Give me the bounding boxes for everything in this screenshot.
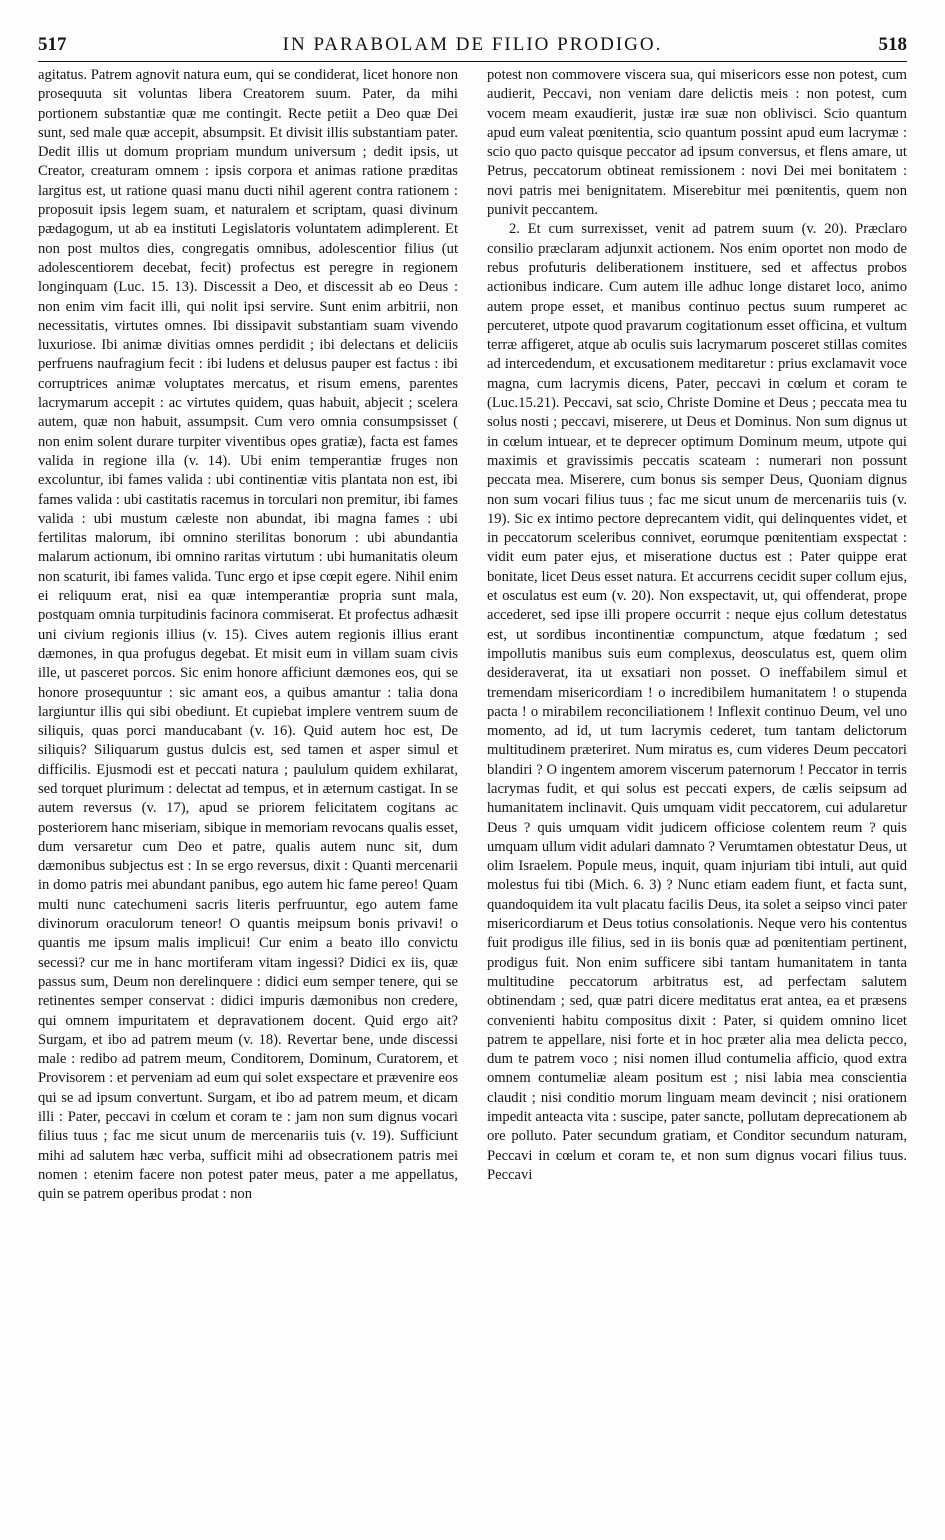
left-column [38, 66, 458, 1528]
paragraph: agitatus. Patrem agnovit natura eum, qui se condiderat, licet honore non prosequuta sit voluntas libera Creatorem suum. Pater, da mihi portionem substantiæ quæ me contingit. Recte petiit a Deo quæ Dei sunt, sed male quæ accepit, absumpsit. Et divisit illis substantiam pater. Dedit illis ut domum propriam mundum universum ; dedit ipsis, ut Creator, creaturam omnem : ipsis corpora et animas ratione præditas largitus est, ut ratione quasi manu ducti nihil agerent contra rationem : proposuit ipsis legem suam, et naturalem et scriptam, quasi divinum pædagogum, ut ab ea instituti Legislatoris voluntatem adimplerent. Et non post multos dies, congregatis omnibus, adolescentior filius (ut adolescentiorem decebat, fecit) profectus est peregre in regionem longinquam (Luc. 15. 13). Discessit a Deo, et discessit ab eo Deus : non enim vim facit illi, qui nolit ipsi servire. Sunt enim arbitrii, non necessitatis, virtutes omnes. Ibi dissipavit substantiam suam vivendo luxuriose. Ibi animæ divitias omnes perdidit ; ibi delectans et deliciis perfruens naufragium fecit : ibi ludens et delusus pauper est factus : ibi corruptrices animæ voluptates mercatus, et risum emens, parentes lacrymarum accepit : ac virtutes quidem, quas habuit, abjecit ; scelera autem, quæ non habuit, assumpsit. Cum vero omnia consumpsisset ( non enim solent durare turpiter viventibus opes gratiæ), facta est fames valida in regione illa (v. 14). Ubi enim temperantiæ fruges non excoluntur, ibi fames valida : ubi continentiæ vitis plantata non est, ibi fames valida : ubi castitatis racemus in torculari non premitur, ibi fames valida : ubi mustum cæleste non abundat, ibi magna fames : ubi fertilitas malorum, ibi omnino sterilitas bonorum : ubi abundantia malarum actionum, ibi omnino raritas virtutum : ubi humanitatis oleum non scaturit, ibi fames valida. Tunc ergo et ipse cœpit egere. Nihil enim ei reliquum erat, nisi ea quæ intemperantiæ propria sunt mala, postquam omnia turpitudinis facinora commiserat. Et profectus adhæsit uni civium regionis illius (v. 15). Cives autem regionis illius erant dæmones, in qua profugus degebat. Et misit eum in villam suam civis ille, ut pasceret porcos. Sic enim honore afficiunt dæmones eos, qui se honore prosequuntur : sic amant eos, a quibus amantur : talia dona largiuntur illis qui sibi obediunt. Et cupiebat implere ventrem suum de siliquis, quas porci manducabant (v. 16). Quid autem hoc est, De siliquis? Siliquarum gustus dulcis est, sed tamen et asper simul et difficilis. Ejusmodi est et peccati natura ; paululum quidem exhilarat, sed torquet plurimum : delectat ad tempus, et in æternum castigat. In se autem reversus (v. 17), apud se priorem felicitatem cogitans ac posteriorem hanc miseriam, sibique in memoriam revocans qualis esset, dum versaretur cum Deo et patre, qualis autem nunc sit, dum dæmonibus subjectus est : In se ergo reversus, dixit : Quanti mercenarii in domo patris mei abundant panibus, ego autem hic fame pereo! Quam multi nunc catechumeni sacris literis perfruuntur, ego autem fame divinorum oraculorum teneor! O quantis meipsum bonis privavi! o quantis me ipsum malis implicui! Cur enim a beato illo convictu secessi? cur me in hanc mortiferam vitam ingessi? Didici ex iis, quæ passus sum, Deum non derelinquere : didici eum semper tenere, qui se retinentes semper conservat : didici impuris dæmonibus non credere, qui omnem impuritatem et depravationem docent. Quid ergo ait? Surgam, et ibo ad patrem meum (v. 18). Revertar bene, unde discessi male : redibo ad patrem meum, Conditorem, Dominum, Curatorem, et Provisorem : et perveniam ad eum qui solet exspectare et prævenire eos qui se ad ipsum convertunt. Surgam, et ibo ad patrem meum, et dicam illi : Pater, peccavi in cœlum et coram te : jam non sum dignus vocari filius tuus ; fac me sicut unum de mercenariis tuis (v. 19). Sufficiunt mihi ad salutem hæc verba, sufficit mihi ad obsecrationem patris mei nomen : etenim facere non potest pater meus, pater a me appellatus, quin se patrem operibus prodat : non [38, 67, 458, 1203]
page-number-right: 518 [878, 34, 907, 55]
paragraph: 2. Et cum surrexisset, venit ad patrem suum (v. 20). Præclaro consilio præclaram adjunxit actionem. Nos enim oportet non modo de rebus profuturis deliberationem instituere, sed et affectus probos actionibus indicare. Cum autem ille adhuc longe distaret loco, animo autem prope esset, et manibus continuo pectus suum rumperet ac percuteret, utpote quod pravarum cogitationum esset officina, et vultum terræ affigeret, atque ab oculis suis lacrymarum posceret stillas comites ad intercedendum, et excusationem meditaretur : prius exclamavit voce magna, cum lacrymis dicens, Pater, peccavi in cœlum et coram te (Luc.15.21). Peccavi, sat scio, Christe Domine et Deus ; peccata mea tu solus nosti ; peccavi, miserere, ut Deus et Dominus. Non sum dignus ut in cœlum intuear, et te deprecer optimum Dominum meum, utpote qui maximis et gravissimis peccatis scateam : numerari non possunt peccata mea. Miserere, cum bonus sis semper Deus, Quoniam dignus non sum vocari filius tuus ; fac me sicut unum de mercenariis tuis (v. 19). Sic ex intimo pectore deprecantem vidit, qui delinquentes videt, et in peccatorum sceleribus connivet, eorumque pœnitentiam exspectat : vidit eum pater ejus, et miseratione ductus est : Pater quippe erat bonitate, licet Deus esset natura. Et accurrens cecidit super collum ejus, et osculatus est eum (v. 20). Non exspectavit, ut, qui offenderat, prope accederet, sed ipse illi propere occurrit : neque ejus collum detestatus est, ut sordibus incontinentiæ compunctum, atque fœdatum ; sed impollutis manibus suis eum complexus, deosculatus est, quem olim desideraverat, ita ut exsatiari non posset. O ineffabilem simul et tremendam misericordiam ! o incredibilem humanitatem ! o stupenda pacta ! o mirabilem reconciliationem ! Inflexit continuo Deum, vel uno momento, ad id, ut tum lacrymis cederet, tum tantam delictorum multitudinem præteriret. Num miratus es, cum videres Deum peccatori blandiri ? O ingentem amorem viscerum paternorum ! Peccator in terris lacrymas fudit, et qui solus est peccati expers, de cælis seipsum ad humanitatem inclinavit. Quis umquam vidit peccatorem, cui adularetur Deus ? quis umquam vidit judicem officiose colentem reum ? quis umquam ullum vidit adulari damnato ? Verumtamen obtestatur Deus, ut olim Israelem. Popule meus, inquit, quam injuriam tibi intuli, aut quid molestus fui tibi (Mich. 6. 3) ? Nunc etiam eadem fiunt, et facta sunt, quandoquidem ita vult placatu facilis Deus, ita solet a seipso vinci pater misericordiarum et Deus totius consolationis. Neque vero his contentus fuit prodigus ille filius, sed in iis bonis quæ ad pœnitentiam pertinent, prodigus fuit. Non enim sufficere sibi tantam humanitatem in tanta multitudine peccatorum arbitratus est, ad perfectam salutem obtinendam ; sed, quæ patri dicere meditatus erat antea, ea et præsens convenienti habitu compositus dixit : Pater, si quidem omnino licet patrem te appellare, nisi forte et in hoc præter alia mea delicta pecco, dum te patrem voco ; nisi nomen illud contumelia afficio, quod extra omnem contumeliæ aleam positum est ; nisi labia mea conscientia claudit ; nisi conditio morum linguam meam devincit ; nisi orationem impedit anteacta vita : suscipe, pater sancte, pollutam deprecationem ab ore polluto. Pater secundum gratiam, et Conditor secundum naturam, Peccavi in cœlum et coram te, et non sum dignus vocari filius tuus. Peccavi [487, 221, 907, 1183]
header-rule [38, 61, 907, 62]
paragraph: potest non commovere viscera sua, qui misericors esse non potest, cum audierit, Peccavi, non veniam dare delictis meis : non potest, cum vocem meam exaudierit, justæ iræ suæ non oblivisci. Scio quantum apud eum valeat pœnitentia, scio quantum possint apud eum lacrymæ : scio quo pacto quisque peccator ad ipsum conversus, et flens amare, ut Petrus, peccatorum obtineat remissionem : novi Dei mei bonitatem : novi patris mei benignitatem. Miserebitur mei pœnitentis, quem non punivit peccantem. [487, 67, 907, 219]
right-column [487, 66, 907, 1528]
running-title: IN PARABOLAM DE FILIO PRODIGO. [282, 34, 663, 55]
page-number-left: 517 [38, 34, 67, 55]
